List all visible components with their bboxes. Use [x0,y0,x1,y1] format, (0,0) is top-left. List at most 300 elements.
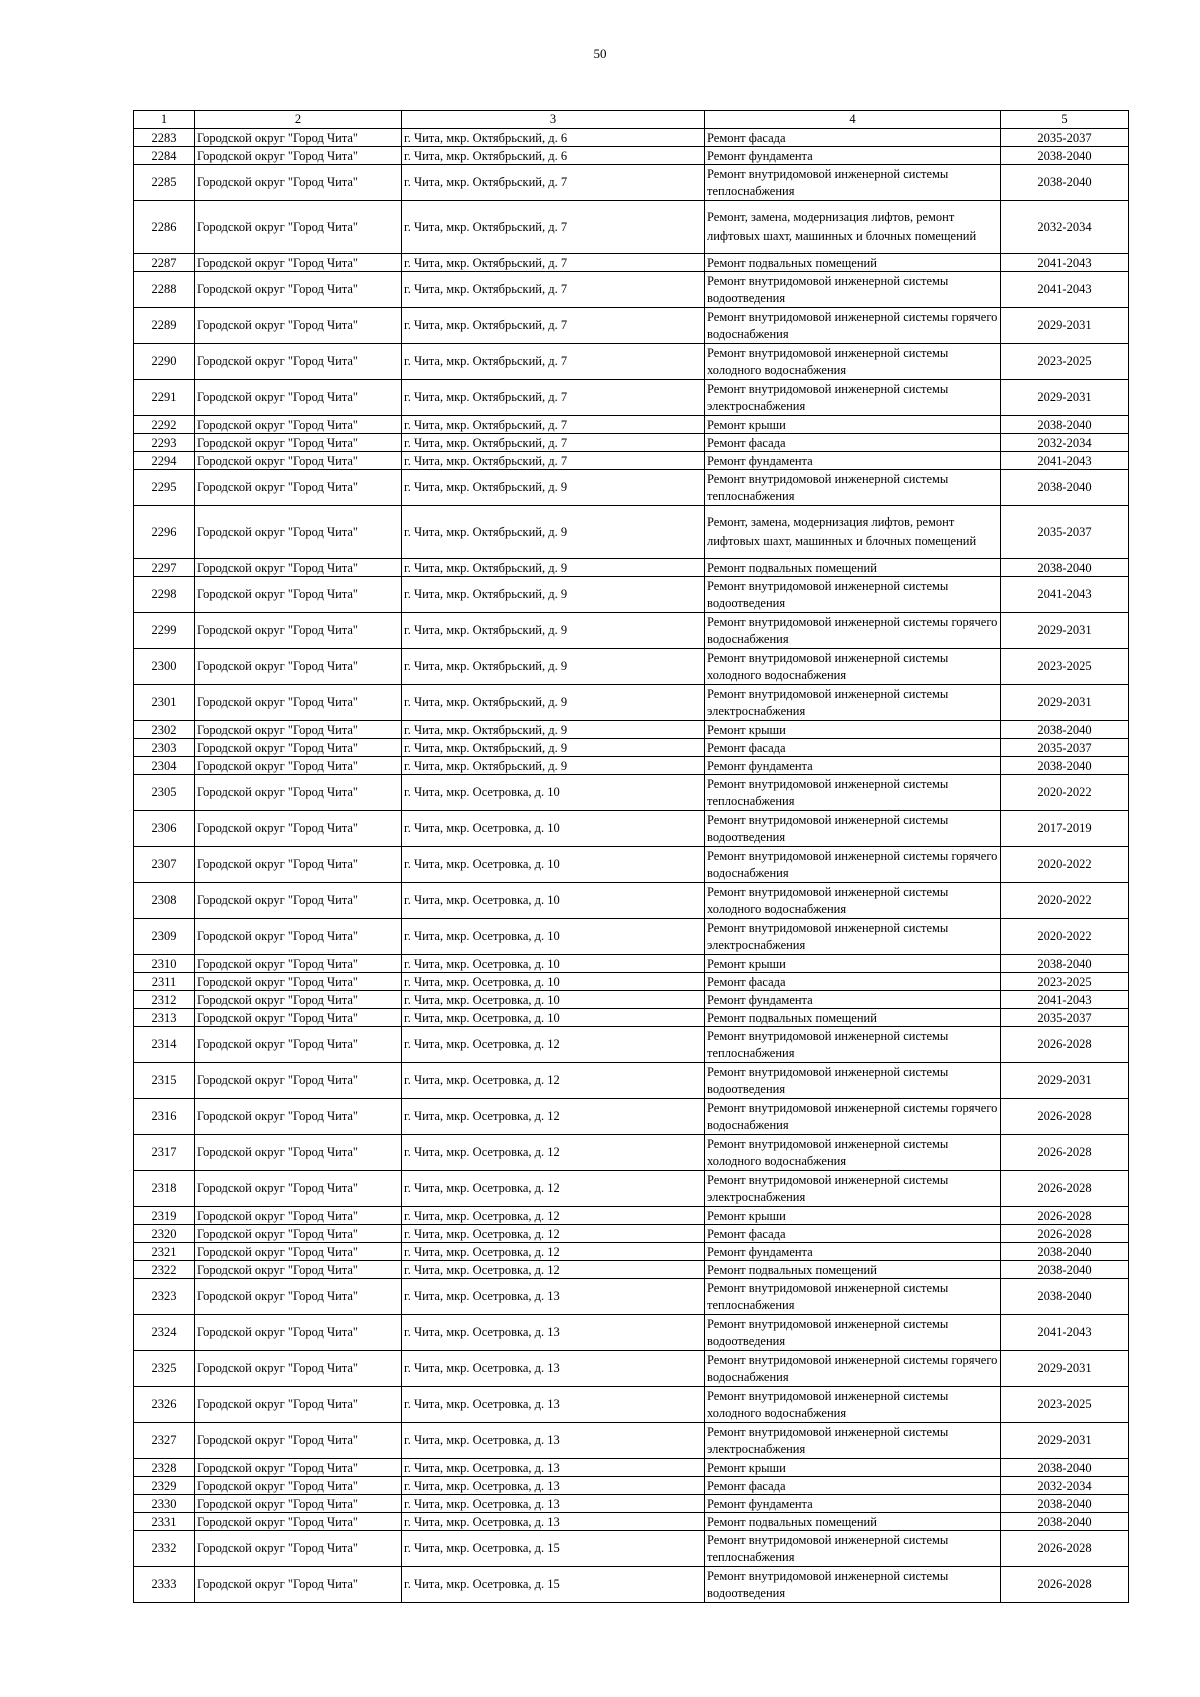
planned-period-cell: 2041-2043 [1001,991,1129,1009]
row-number-cell: 2321 [134,1243,195,1261]
work-type-cell: Ремонт, замена, модернизация лифтов, ремонт лифтовых шахт, машинных и блочных помещений [705,506,1001,559]
row-number-cell: 2318 [134,1171,195,1207]
work-type-cell: Ремонт фасада [705,434,1001,452]
work-type-cell: Ремонт крыши [705,1459,1001,1477]
table-row [134,613,1129,649]
municipality-cell: Городской округ "Город Чита" [195,452,402,470]
municipality-cell: Городской округ "Город Чита" [195,254,402,272]
address-cell: г. Чита, мкр. Октябрьский, д. 7 [402,272,705,308]
planned-period-cell: 2020-2022 [1001,775,1129,811]
row-number-cell: 2300 [134,649,195,685]
planned-period-cell: 2038-2040 [1001,1279,1129,1315]
row-number-cell: 2325 [134,1351,195,1387]
row-number-cell: 2333 [134,1567,195,1603]
planned-period-cell: 2035-2037 [1001,129,1129,147]
address-cell: г. Чита, мкр. Октябрьский, д. 7 [402,254,705,272]
table-row [134,775,1129,811]
address-cell: г. Чита, мкр. Октябрьский, д. 9 [402,613,705,649]
row-number-cell: 2299 [134,613,195,649]
municipality-cell: Городской округ "Город Чита" [195,506,402,559]
municipality-cell: Городской округ "Город Чита" [195,685,402,721]
work-type-cell: Ремонт внутридомовой инженерной системы водоотведения [705,1063,1001,1099]
planned-period-cell: 2038-2040 [1001,147,1129,165]
table-row [134,254,1129,272]
address-cell: г. Чита, мкр. Осетровка, д. 12 [402,1027,705,1063]
planned-period-cell: 2038-2040 [1001,416,1129,434]
municipality-cell: Городской округ "Город Чита" [195,1351,402,1387]
address-cell: г. Чита, мкр. Осетровка, д. 10 [402,1009,705,1027]
municipality-cell: Городской округ "Город Чита" [195,739,402,757]
municipality-cell: Городской округ "Город Чита" [195,201,402,254]
work-type-cell: Ремонт внутридомовой инженерной системы теплоснабжения [705,165,1001,201]
work-type-cell: Ремонт подвальных помещений [705,1009,1001,1027]
address-cell: г. Чита, мкр. Октябрьский, д. 7 [402,201,705,254]
column-header-3: 3 [402,111,705,129]
planned-period-cell: 2041-2043 [1001,272,1129,308]
table-row [134,991,1129,1009]
municipality-cell: Городской округ "Город Чита" [195,344,402,380]
table-row [134,1567,1129,1603]
municipality-cell: Городской округ "Город Чита" [195,883,402,919]
planned-period-cell: 2020-2022 [1001,883,1129,919]
planned-period-cell: 2041-2043 [1001,254,1129,272]
address-cell: г. Чита, мкр. Осетровка, д. 10 [402,919,705,955]
planned-period-cell: 2032-2034 [1001,201,1129,254]
address-cell: г. Чита, мкр. Осетровка, д. 13 [402,1279,705,1315]
planned-period-cell: 2026-2028 [1001,1225,1129,1243]
row-number-cell: 2289 [134,308,195,344]
work-type-cell: Ремонт внутридомовой инженерной системы горячего водоснабжения [705,1099,1001,1135]
row-number-cell: 2290 [134,344,195,380]
municipality-cell: Городской округ "Город Чита" [195,380,402,416]
address-cell: г. Чита, мкр. Октябрьский, д. 6 [402,147,705,165]
municipality-cell: Городской округ "Город Чита" [195,129,402,147]
work-type-cell: Ремонт внутридомовой инженерной системы теплоснабжения [705,470,1001,506]
municipality-cell: Городской округ "Город Чита" [195,811,402,847]
address-cell: г. Чита, мкр. Осетровка, д. 12 [402,1099,705,1135]
planned-period-cell: 2029-2031 [1001,380,1129,416]
municipality-cell: Городской округ "Город Чита" [195,1009,402,1027]
work-type-cell: Ремонт фасада [705,1477,1001,1495]
work-type-cell: Ремонт фасада [705,129,1001,147]
work-type-cell: Ремонт, замена, модернизация лифтов, ремонт лифтовых шахт, машинных и блочных помещений [705,201,1001,254]
address-cell: г. Чита, мкр. Осетровка, д. 13 [402,1423,705,1459]
address-cell: г. Чита, мкр. Осетровка, д. 10 [402,991,705,1009]
table-row [134,129,1129,147]
planned-period-cell: 2032-2034 [1001,434,1129,452]
planned-period-cell: 2020-2022 [1001,919,1129,955]
municipality-cell: Городской округ "Город Чита" [195,991,402,1009]
work-type-cell: Ремонт внутридомовой инженерной системы электроснабжения [705,1423,1001,1459]
planned-period-cell: 2029-2031 [1001,1423,1129,1459]
row-number-cell: 2331 [134,1513,195,1531]
row-number-cell: 2313 [134,1009,195,1027]
work-type-cell: Ремонт крыши [705,1207,1001,1225]
municipality-cell: Городской округ "Город Чита" [195,955,402,973]
planned-period-cell: 2041-2043 [1001,452,1129,470]
municipality-cell: Городской округ "Город Чита" [195,1063,402,1099]
municipality-cell: Городской округ "Город Чита" [195,613,402,649]
address-cell: г. Чита, мкр. Осетровка, д. 13 [402,1351,705,1387]
table-row [134,1315,1129,1351]
municipality-cell: Городской округ "Город Чита" [195,1261,402,1279]
work-type-cell: Ремонт подвальных помещений [705,1261,1001,1279]
work-type-cell: Ремонт внутридомовой инженерной системы теплоснабжения [705,1027,1001,1063]
work-type-cell: Ремонт внутридомовой инженерной системы горячего водоснабжения [705,613,1001,649]
column-header-1: 1 [134,111,195,129]
municipality-cell: Городской округ "Город Чита" [195,559,402,577]
municipality-cell: Городской округ "Город Чита" [195,1423,402,1459]
row-number-cell: 2308 [134,883,195,919]
planned-period-cell: 2017-2019 [1001,811,1129,847]
work-type-cell: Ремонт внутридомовой инженерной системы водоотведения [705,1567,1001,1603]
work-type-cell: Ремонт внутридомовой инженерной системы теплоснабжения [705,775,1001,811]
municipality-cell: Городской округ "Город Чита" [195,416,402,434]
work-type-cell: Ремонт подвальных помещений [705,559,1001,577]
table-row [134,147,1129,165]
municipality-cell: Городской округ "Город Чита" [195,721,402,739]
page-number: 50 [593,46,607,61]
row-number-cell: 2314 [134,1027,195,1063]
work-type-cell: Ремонт внутридомовой инженерной системы теплоснабжения [705,1279,1001,1315]
planned-period-cell: 2038-2040 [1001,1495,1129,1513]
planned-period-cell: 2026-2028 [1001,1567,1129,1603]
row-number-cell: 2284 [134,147,195,165]
municipality-cell: Городской округ "Город Чита" [195,165,402,201]
planned-period-cell: 2035-2037 [1001,506,1129,559]
work-type-cell: Ремонт крыши [705,721,1001,739]
table-row [134,973,1129,991]
work-type-cell: Ремонт внутридомовой инженерной системы горячего водоснабжения [705,847,1001,883]
planned-period-cell: 2026-2028 [1001,1099,1129,1135]
table-row [134,165,1129,201]
row-number-cell: 2288 [134,272,195,308]
address-cell: г. Чита, мкр. Осетровка, д. 10 [402,811,705,847]
row-number-cell: 2296 [134,506,195,559]
row-number-cell: 2303 [134,739,195,757]
row-number-cell: 2305 [134,775,195,811]
planned-period-cell: 2026-2028 [1001,1135,1129,1171]
capital-repair-table [133,110,1129,1603]
work-type-cell: Ремонт фундамента [705,1495,1001,1513]
municipality-cell: Городской округ "Город Чита" [195,577,402,613]
row-number-cell: 2329 [134,1477,195,1495]
address-cell: г. Чита, мкр. Октябрьский, д. 7 [402,380,705,416]
row-number-cell: 2285 [134,165,195,201]
planned-period-cell: 2029-2031 [1001,1351,1129,1387]
table-row [134,1063,1129,1099]
planned-period-cell: 2026-2028 [1001,1207,1129,1225]
row-number-cell: 2295 [134,470,195,506]
planned-period-cell: 2029-2031 [1001,1063,1129,1099]
municipality-cell: Городской округ "Город Чита" [195,1279,402,1315]
address-cell: г. Чита, мкр. Октябрьский, д. 9 [402,685,705,721]
planned-period-cell: 2032-2034 [1001,1477,1129,1495]
municipality-cell: Городской округ "Город Чита" [195,919,402,955]
row-number-cell: 2322 [134,1261,195,1279]
row-number-cell: 2310 [134,955,195,973]
work-type-cell: Ремонт крыши [705,955,1001,973]
planned-period-cell: 2038-2040 [1001,1459,1129,1477]
municipality-cell: Городской округ "Город Чита" [195,775,402,811]
row-number-cell: 2301 [134,685,195,721]
planned-period-cell: 2038-2040 [1001,1243,1129,1261]
municipality-cell: Городской округ "Город Чита" [195,147,402,165]
row-number-cell: 2312 [134,991,195,1009]
municipality-cell: Городской округ "Город Чита" [195,1459,402,1477]
row-number-cell: 2307 [134,847,195,883]
table-row [134,1135,1129,1171]
municipality-cell: Городской округ "Город Чита" [195,470,402,506]
table-row [134,1531,1129,1567]
table-row [134,1027,1129,1063]
row-number-cell: 2287 [134,254,195,272]
address-cell: г. Чита, мкр. Осетровка, д. 10 [402,847,705,883]
address-cell: г. Чита, мкр. Осетровка, д. 13 [402,1477,705,1495]
table-row [134,739,1129,757]
address-cell: г. Чита, мкр. Октябрьский, д. 9 [402,649,705,685]
municipality-cell: Городской округ "Город Чита" [195,1495,402,1513]
address-cell: г. Чита, мкр. Осетровка, д. 10 [402,973,705,991]
planned-period-cell: 2026-2028 [1001,1027,1129,1063]
address-cell: г. Чита, мкр. Октябрьский, д. 7 [402,452,705,470]
table-row [134,470,1129,506]
municipality-cell: Городской округ "Город Чита" [195,434,402,452]
planned-period-cell: 2020-2022 [1001,847,1129,883]
work-type-cell: Ремонт фундамента [705,991,1001,1009]
address-cell: г. Чита, мкр. Осетровка, д. 15 [402,1567,705,1603]
planned-period-cell: 2041-2043 [1001,577,1129,613]
work-type-cell: Ремонт внутридомовой инженерной системы электроснабжения [705,685,1001,721]
address-cell: г. Чита, мкр. Октябрьский, д. 9 [402,739,705,757]
address-cell: г. Чита, мкр. Октябрьский, д. 7 [402,165,705,201]
planned-period-cell: 2029-2031 [1001,308,1129,344]
row-number-cell: 2323 [134,1279,195,1315]
address-cell: г. Чита, мкр. Октябрьский, д. 7 [402,434,705,452]
work-type-cell: Ремонт внутридомовой инженерной системы холодного водоснабжения [705,1135,1001,1171]
address-cell: г. Чита, мкр. Октябрьский, д. 6 [402,129,705,147]
address-cell: г. Чита, мкр. Осетровка, д. 10 [402,775,705,811]
address-cell: г. Чита, мкр. Осетровка, д. 13 [402,1495,705,1513]
work-type-cell: Ремонт крыши [705,416,1001,434]
planned-period-cell: 2041-2043 [1001,1315,1129,1351]
address-cell: г. Чита, мкр. Осетровка, д. 12 [402,1207,705,1225]
row-number-cell: 2326 [134,1387,195,1423]
table-row [134,1495,1129,1513]
row-number-cell: 2319 [134,1207,195,1225]
table-row [134,685,1129,721]
row-number-cell: 2286 [134,201,195,254]
work-type-cell: Ремонт внутридомовой инженерной системы холодного водоснабжения [705,344,1001,380]
row-number-cell: 2298 [134,577,195,613]
table-row [134,1261,1129,1279]
work-type-cell: Ремонт внутридомовой инженерной системы холодного водоснабжения [705,649,1001,685]
address-cell: г. Чита, мкр. Осетровка, д. 13 [402,1315,705,1351]
row-number-cell: 2294 [134,452,195,470]
table-row [134,434,1129,452]
municipality-cell: Городской округ "Город Чита" [195,272,402,308]
row-number-cell: 2297 [134,559,195,577]
municipality-cell: Городской округ "Город Чита" [195,649,402,685]
planned-period-cell: 2038-2040 [1001,1261,1129,1279]
table-row [134,1351,1129,1387]
table-row [134,883,1129,919]
municipality-cell: Городской округ "Город Чита" [195,1099,402,1135]
address-cell: г. Чита, мкр. Осетровка, д. 15 [402,1531,705,1567]
table-row [134,380,1129,416]
address-cell: г. Чита, мкр. Осетровка, д. 13 [402,1459,705,1477]
work-type-cell: Ремонт внутридомовой инженерной системы водоотведения [705,1315,1001,1351]
address-cell: г. Чита, мкр. Октябрьский, д. 9 [402,559,705,577]
work-type-cell: Ремонт внутридомовой инженерной системы электроснабжения [705,919,1001,955]
address-cell: г. Чита, мкр. Осетровка, д. 10 [402,883,705,919]
table-row [134,1459,1129,1477]
row-number-cell: 2316 [134,1099,195,1135]
row-number-cell: 2327 [134,1423,195,1459]
table-row [134,1171,1129,1207]
work-type-cell: Ремонт внутридомовой инженерной системы горячего водоснабжения [705,1351,1001,1387]
municipality-cell: Городской округ "Город Чита" [195,1135,402,1171]
municipality-cell: Городской округ "Город Чита" [195,1477,402,1495]
table-row [134,919,1129,955]
work-type-cell: Ремонт внутридомовой инженерной системы электроснабжения [705,380,1001,416]
municipality-cell: Городской округ "Город Чита" [195,1243,402,1261]
address-cell: г. Чита, мкр. Октябрьский, д. 7 [402,416,705,434]
table-row [134,1423,1129,1459]
planned-period-cell: 2038-2040 [1001,165,1129,201]
address-cell: г. Чита, мкр. Осетровка, д. 12 [402,1243,705,1261]
table-row [134,757,1129,775]
table-row [134,721,1129,739]
planned-period-cell: 2026-2028 [1001,1171,1129,1207]
municipality-cell: Городской округ "Город Чита" [195,1387,402,1423]
table-row [134,1513,1129,1531]
table-row [134,1225,1129,1243]
column-header-4: 4 [705,111,1001,129]
work-type-cell: Ремонт внутридомовой инженерной системы холодного водоснабжения [705,883,1001,919]
row-number-cell: 2291 [134,380,195,416]
address-cell: г. Чита, мкр. Октябрьский, д. 7 [402,344,705,380]
table-row [134,308,1129,344]
row-number-cell: 2292 [134,416,195,434]
municipality-cell: Городской округ "Город Чита" [195,847,402,883]
row-number-cell: 2283 [134,129,195,147]
row-number-cell: 2328 [134,1459,195,1477]
table-row [134,201,1129,254]
municipality-cell: Городской округ "Город Чита" [195,1207,402,1225]
planned-period-cell: 2023-2025 [1001,344,1129,380]
work-type-cell: Ремонт внутридомовой инженерной системы водоотведения [705,577,1001,613]
table-row [134,272,1129,308]
row-number-cell: 2306 [134,811,195,847]
work-type-cell: Ремонт внутридомовой инженерной системы горячего водоснабжения [705,308,1001,344]
row-number-cell: 2293 [134,434,195,452]
planned-period-cell: 2023-2025 [1001,649,1129,685]
table-row [134,416,1129,434]
address-cell: г. Чита, мкр. Октябрьский, д. 9 [402,577,705,613]
work-type-cell: Ремонт фасада [705,739,1001,757]
municipality-cell: Городской округ "Город Чита" [195,1027,402,1063]
address-cell: г. Чита, мкр. Осетровка, д. 12 [402,1261,705,1279]
work-type-cell: Ремонт фундамента [705,147,1001,165]
row-number-cell: 2315 [134,1063,195,1099]
municipality-cell: Городской округ "Город Чита" [195,1171,402,1207]
municipality-cell: Городской округ "Город Чита" [195,308,402,344]
address-cell: г. Чита, мкр. Октябрьский, д. 9 [402,721,705,739]
municipality-cell: Городской округ "Город Чита" [195,1567,402,1603]
address-cell: г. Чита, мкр. Осетровка, д. 13 [402,1513,705,1531]
column-header-5: 5 [1001,111,1129,129]
address-cell: г. Чита, мкр. Октябрьский, д. 7 [402,308,705,344]
row-number-cell: 2317 [134,1135,195,1171]
address-cell: г. Чита, мкр. Осетровка, д. 12 [402,1063,705,1099]
address-cell: г. Чита, мкр. Октябрьский, д. 9 [402,506,705,559]
address-cell: г. Чита, мкр. Октябрьский, д. 9 [402,757,705,775]
planned-period-cell: 2029-2031 [1001,613,1129,649]
table-row [134,1477,1129,1495]
municipality-cell: Городской округ "Город Чита" [195,1513,402,1531]
table-row [134,955,1129,973]
planned-period-cell: 2038-2040 [1001,559,1129,577]
municipality-cell: Городской округ "Город Чита" [195,1531,402,1567]
row-number-cell: 2304 [134,757,195,775]
table-row [134,344,1129,380]
planned-period-cell: 2035-2037 [1001,739,1129,757]
row-number-cell: 2302 [134,721,195,739]
table-body [134,129,1129,1603]
table-row [134,559,1129,577]
table-row [134,577,1129,613]
planned-period-cell: 2035-2037 [1001,1009,1129,1027]
table-row [134,1009,1129,1027]
work-type-cell: Ремонт подвальных помещений [705,1513,1001,1531]
column-header-2: 2 [195,111,402,129]
table-row [134,452,1129,470]
table-row [134,649,1129,685]
work-type-cell: Ремонт фундамента [705,452,1001,470]
row-number-cell: 2309 [134,919,195,955]
table-row [134,847,1129,883]
address-cell: г. Чита, мкр. Осетровка, д. 10 [402,955,705,973]
planned-period-cell: 2029-2031 [1001,685,1129,721]
municipality-cell: Городской округ "Город Чита" [195,973,402,991]
planned-period-cell: 2038-2040 [1001,955,1129,973]
planned-period-cell: 2038-2040 [1001,470,1129,506]
address-cell: г. Чита, мкр. Осетровка, д. 12 [402,1171,705,1207]
planned-period-cell: 2038-2040 [1001,721,1129,739]
row-number-cell: 2311 [134,973,195,991]
table-row [134,1387,1129,1423]
work-type-cell: Ремонт фундамента [705,1243,1001,1261]
work-type-cell: Ремонт внутридомовой инженерной системы водоотведения [705,811,1001,847]
work-type-cell: Ремонт фасада [705,1225,1001,1243]
table-row [134,811,1129,847]
work-type-cell: Ремонт внутридомовой инженерной системы теплоснабжения [705,1531,1001,1567]
row-number-cell: 2324 [134,1315,195,1351]
municipality-cell: Городской округ "Город Чита" [195,757,402,775]
row-number-cell: 2332 [134,1531,195,1567]
row-number-cell: 2320 [134,1225,195,1243]
table-row [134,1279,1129,1315]
work-type-cell: Ремонт внутридомовой инженерной системы водоотведения [705,272,1001,308]
address-cell: г. Чита, мкр. Осетровка, д. 12 [402,1135,705,1171]
table-row [134,1099,1129,1135]
planned-period-cell: 2023-2025 [1001,973,1129,991]
address-cell: г. Чита, мкр. Осетровка, д. 12 [402,1225,705,1243]
work-type-cell: Ремонт фасада [705,973,1001,991]
header-row [134,111,1129,129]
municipality-cell: Городской округ "Город Чита" [195,1315,402,1351]
